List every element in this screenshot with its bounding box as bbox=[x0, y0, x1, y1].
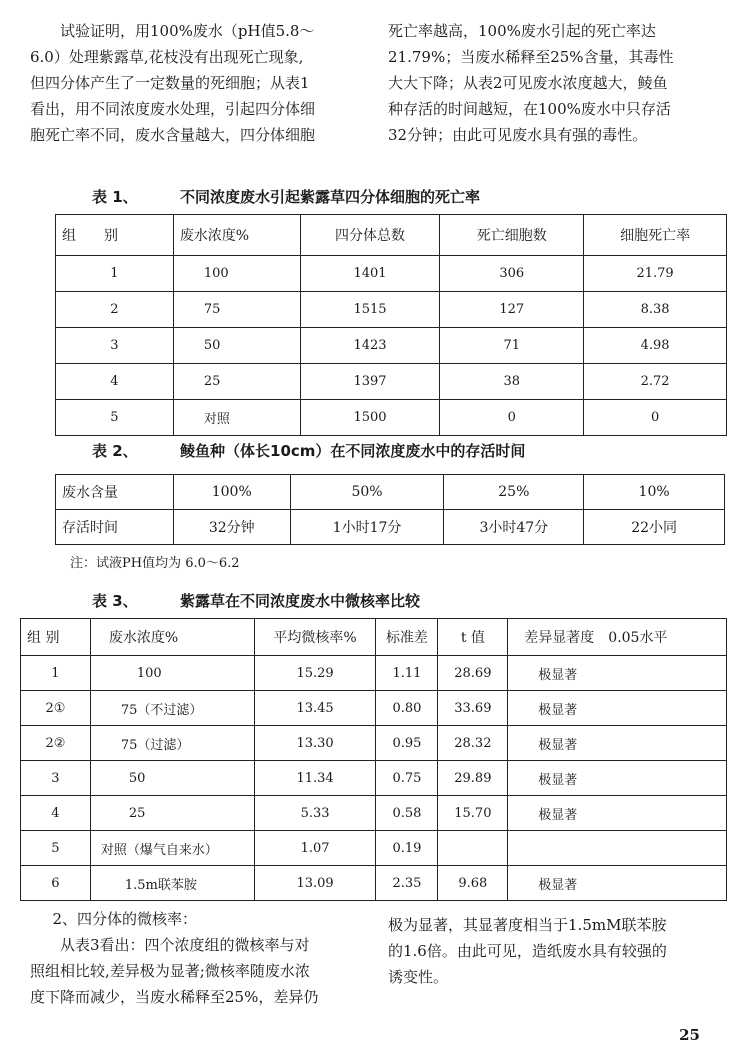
table-cell: 2① bbox=[21, 691, 91, 726]
table1-header-row bbox=[56, 215, 727, 256]
text-line: 但四分体产生了一定数量的死细胞；从表1 bbox=[30, 74, 310, 92]
table-cell: 9.68 bbox=[438, 866, 508, 901]
table-cell: 75（过滤） bbox=[90, 726, 254, 761]
table2-caption bbox=[92, 440, 525, 461]
table-cell: 8.38 bbox=[584, 292, 727, 328]
table-cell: 极显著 bbox=[508, 726, 727, 761]
table-cell: 4 bbox=[56, 364, 174, 400]
table-cell: 25% bbox=[444, 475, 584, 510]
table-cell: 0 bbox=[440, 400, 584, 436]
table-row bbox=[21, 866, 727, 901]
table-cell: 11.34 bbox=[254, 761, 376, 796]
table-cell: 25 bbox=[90, 796, 254, 831]
table-row bbox=[56, 292, 727, 328]
table1-header: 细胞死亡率 bbox=[584, 215, 727, 256]
table-cell: 22小同 bbox=[584, 510, 725, 545]
table-cell: 127 bbox=[440, 292, 584, 328]
section-heading: 2、四分体的微核率： bbox=[52, 910, 198, 928]
text-line: 诱变性。 bbox=[388, 968, 449, 986]
text-line: 种存活的时间越短，在100%废水中只存活 bbox=[388, 100, 671, 118]
table-cell: 1.11 bbox=[376, 656, 438, 691]
intro-left-column bbox=[30, 18, 360, 148]
table-cell: 32分钟 bbox=[173, 510, 290, 545]
table-cell: 5.33 bbox=[254, 796, 376, 831]
bottom-left-column bbox=[30, 906, 360, 1010]
table-cell: 5 bbox=[56, 400, 174, 436]
table-cell: 4 bbox=[21, 796, 91, 831]
table3-header: t 值 bbox=[438, 619, 508, 656]
table1-header: 死亡细胞数 bbox=[440, 215, 584, 256]
table-cell: 废水含量 bbox=[56, 475, 174, 510]
table1-caption bbox=[92, 186, 480, 207]
table-cell: 1397 bbox=[300, 364, 440, 400]
table-row bbox=[21, 831, 727, 866]
table-cell: 对照（爆气自来水） bbox=[90, 831, 254, 866]
text-line: 胞死亡率不同，废水含量越大，四分体细胞 bbox=[30, 126, 316, 144]
table-cell: 13.45 bbox=[254, 691, 376, 726]
table-row bbox=[56, 328, 727, 364]
table-cell: 极显著 bbox=[508, 656, 727, 691]
table-cell: 0.80 bbox=[376, 691, 438, 726]
table3-header: 差异显著度 0.05水平 bbox=[508, 619, 727, 656]
table1 bbox=[55, 214, 727, 436]
table-cell bbox=[438, 831, 508, 866]
table-row bbox=[21, 796, 727, 831]
table-cell: 6 bbox=[21, 866, 91, 901]
table-cell: 2 bbox=[56, 292, 174, 328]
table-cell: 13.09 bbox=[254, 866, 376, 901]
table2-label: 表 2、 bbox=[92, 442, 138, 460]
text-line: 21.79%；当废水稀释至25%含量，其毒性 bbox=[388, 48, 674, 66]
table-row bbox=[21, 691, 727, 726]
text-line: 死亡率越高，100%废水引起的死亡率达 bbox=[388, 22, 656, 40]
page-number: 25 bbox=[679, 1026, 700, 1044]
text-line: 32分钟；由此可见废水具有强的毒性。 bbox=[388, 126, 648, 144]
table-cell: 3小时47分 bbox=[444, 510, 584, 545]
text-line: 试验证明，用100%废水（pH值5.8～ bbox=[60, 22, 315, 40]
text-line: 大大下降；从表2可见废水浓度越大，鲮鱼 bbox=[388, 74, 668, 92]
table2-note: 注：试液PH值均为 6.0～6.2 bbox=[70, 556, 240, 571]
table-row bbox=[21, 726, 727, 761]
table-cell: 0.75 bbox=[376, 761, 438, 796]
text-line: 照组相比较,差异极为显著;微核率随废水浓 bbox=[30, 962, 310, 980]
table-cell: 1小时17分 bbox=[290, 510, 444, 545]
table-cell: 1 bbox=[56, 256, 174, 292]
table1-label: 表 1、 bbox=[92, 188, 138, 206]
table-cell: 50 bbox=[90, 761, 254, 796]
intro-right-column bbox=[388, 18, 718, 148]
table-cell: 4.98 bbox=[584, 328, 727, 364]
table-cell: 3 bbox=[21, 761, 91, 796]
table-cell: 极显著 bbox=[508, 761, 727, 796]
table-cell: 100% bbox=[173, 475, 290, 510]
table3-header: 组 别 bbox=[21, 619, 91, 656]
table-cell: 25 bbox=[173, 364, 300, 400]
table-cell: 极显著 bbox=[508, 691, 727, 726]
table1-header: 四分体总数 bbox=[300, 215, 440, 256]
text-line: 极为显著，其显著度相当于1.5mM联苯胺 bbox=[388, 916, 667, 934]
table-cell: 存活时间 bbox=[56, 510, 174, 545]
table-cell: 1 bbox=[21, 656, 91, 691]
table1-header: 组 别 bbox=[56, 215, 174, 256]
table-cell: 极显著 bbox=[508, 866, 727, 901]
table-cell: 100 bbox=[90, 656, 254, 691]
text-line: 度下降而减少，当废水稀释至25%，差异仍 bbox=[30, 988, 319, 1006]
table-cell: 0.58 bbox=[376, 796, 438, 831]
table-row bbox=[56, 400, 727, 436]
text-line: 6.0）处理紫露草,花枝没有出现死亡现象, bbox=[30, 48, 304, 66]
table3 bbox=[20, 618, 727, 901]
table-cell: 1.07 bbox=[254, 831, 376, 866]
table-cell: 306 bbox=[440, 256, 584, 292]
table-cell: 13.30 bbox=[254, 726, 376, 761]
table2-title: 鲮鱼种（体长10cm）在不同浓度废水中的存活时间 bbox=[180, 442, 526, 460]
table-cell: 1.5m联苯胺 bbox=[90, 866, 254, 901]
table-row bbox=[56, 510, 725, 545]
table1-title: 不同浓度废水引起紫露草四分体细胞的死亡率 bbox=[180, 188, 481, 206]
table3-header: 废水浓度% bbox=[90, 619, 254, 656]
table-cell: 71 bbox=[440, 328, 584, 364]
table3-title: 紫露草在不同浓度废水中微核率比较 bbox=[180, 592, 421, 610]
table1-header: 废水浓度% bbox=[173, 215, 300, 256]
table-cell: 极显著 bbox=[508, 796, 727, 831]
table-cell: 75 bbox=[173, 292, 300, 328]
table-cell: 100 bbox=[173, 256, 300, 292]
table-cell: 28.32 bbox=[438, 726, 508, 761]
table-row bbox=[56, 475, 725, 510]
table-cell: 75（不过滤） bbox=[90, 691, 254, 726]
table2 bbox=[55, 474, 725, 545]
table-cell: 3 bbox=[56, 328, 174, 364]
table3-caption bbox=[92, 590, 420, 611]
table-cell: 2.35 bbox=[376, 866, 438, 901]
table-cell: 28.69 bbox=[438, 656, 508, 691]
table-cell: 0 bbox=[584, 400, 727, 436]
bottom-right-column bbox=[388, 912, 723, 990]
text-line: 的1.6倍。由此可见，造纸废水具有较强的 bbox=[388, 942, 667, 960]
table-cell: 2.72 bbox=[584, 364, 727, 400]
table-cell: 对照 bbox=[173, 400, 300, 436]
table-cell: 29.89 bbox=[438, 761, 508, 796]
table-cell: 21.79 bbox=[584, 256, 727, 292]
table-cell: 10% bbox=[584, 475, 725, 510]
table-row bbox=[21, 761, 727, 796]
table-cell: 15.70 bbox=[438, 796, 508, 831]
table3-header-row bbox=[21, 619, 727, 656]
table-row bbox=[21, 656, 727, 691]
table-cell: 1401 bbox=[300, 256, 440, 292]
table-cell: 1500 bbox=[300, 400, 440, 436]
table-cell: 2② bbox=[21, 726, 91, 761]
table3-header: 标准差 bbox=[376, 619, 438, 656]
table-row bbox=[56, 256, 727, 292]
table-cell: 0.95 bbox=[376, 726, 438, 761]
table-cell: 50% bbox=[290, 475, 444, 510]
text-line: 看出，用不同浓度废水处理，引起四分体细 bbox=[30, 100, 316, 118]
table-cell: 33.69 bbox=[438, 691, 508, 726]
text-line: 从表3看出：四个浓度组的微核率与对 bbox=[60, 936, 310, 954]
table-cell: 5 bbox=[21, 831, 91, 866]
table-cell: 38 bbox=[440, 364, 584, 400]
table-cell: 50 bbox=[173, 328, 300, 364]
table-cell: 15.29 bbox=[254, 656, 376, 691]
table3-header: 平均微核率% bbox=[254, 619, 376, 656]
table-row bbox=[56, 364, 727, 400]
table-cell: 0.19 bbox=[376, 831, 438, 866]
table-cell: 1423 bbox=[300, 328, 440, 364]
table-cell bbox=[508, 831, 727, 866]
table-cell: 1515 bbox=[300, 292, 440, 328]
table3-label: 表 3、 bbox=[92, 592, 138, 610]
